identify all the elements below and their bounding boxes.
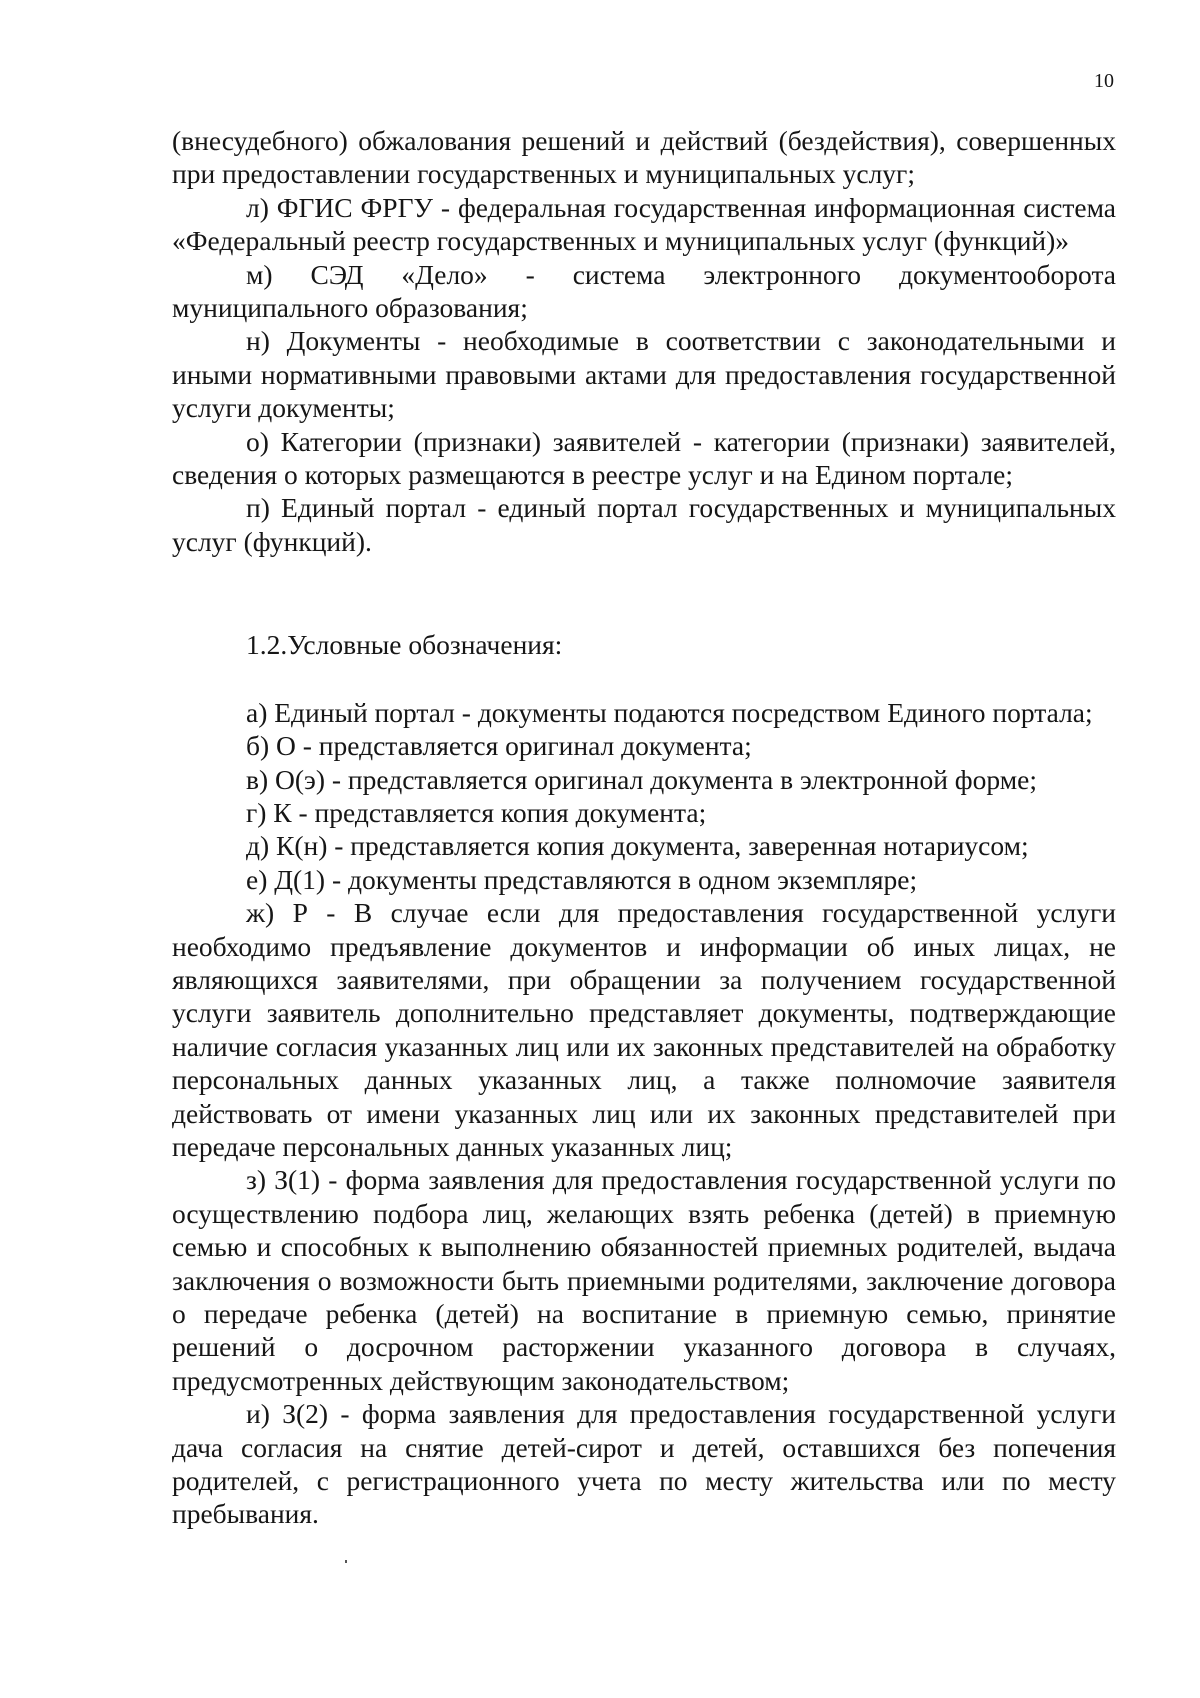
paragraph-documents: н) Документы - необходимые в соответствии с законодательными и иными нормативными правовыми актами для предоставления государственной услуги документы; [172,325,1116,424]
document-body [172,124,1116,1531]
scan-speck [345,1560,347,1563]
paragraph-sed-delo: м) СЭД «Дело» - система электронного документооборота муниципального образования; [172,258,1116,324]
paragraph-fgis-frgu: л) ФГИС ФРГУ - федеральная государственная информационная система «Федеральный реестр государственных и муниципальных услуг (функций)» [172,191,1116,257]
legend-item-third-party-consent: ж) Р - В случае если для предоставления государственной услуги необходимо предъявление документов и информации об иных лицах, не являющихся заявителями, при обращении за получением государственной услуги заявитель дополнительно представляет документы, подтверждающие наличие согласия указанных лиц или их законных представителей на обработку персональных данных указанных лиц, а также полномочие заявителя действовать от имени указанных лиц или их законных представителей при передаче персональных данных указанных лиц; [172,897,1116,1162]
paragraph-single-portal: п) Единый портал - единый портал государственных и муниципальных услуг (функций). [172,492,1116,557]
spacer [172,662,1116,696]
page-number: 10 [1094,70,1114,92]
legend-item-single-copy: е) Д(1) - документы представляются в одном экземпляре; [246,863,918,895]
legend-item-copy: г) К - представляется копия документа; [246,796,707,828]
legend-item-form-1: з) З(1) - форма заявления для предоставления государственной услуги по осуществлению подбора лиц, желающих взять ребенка (детей) в приемную семью и способных к выполнению обязанностей приемных родителей, выдача заключения о возможности быть приемными родителями, заключение договора о передаче ребенка (детей) на воспитание в приемную семью, принятие решений о досрочном расторжении указанного договора в случаях, предусмотренных действующим законодательством; [172,1164,1116,1396]
section-heading: 1.2.Условные обозначения: [246,629,563,661]
legend-item-electronic-original: в) О(э) - представляется оригинал документа в электронной форме; [246,763,1037,795]
legend-item-form-2: и) З(2) - форма заявления для предоставления государственной услуги дача согласия на снятие детей-сирот и детей, оставшихся без попечения родителей, с регистрационного учета по месту жительства или по месту пребывания. [172,1398,1116,1530]
legend-item-notarized-copy: д) К(н) - представляется копия документа, заверенная нотариусом; [246,830,1029,862]
spacer [172,558,1116,628]
legend-item-single-portal: а) Единый портал - документы подаются посредством Единого портала; [246,696,1093,728]
paragraph-appeal-continuation: (внесудебного) обжалования решений и действий (бездействия), совершенных при предоставлении государственных и муниципальных услуг; [172,125,1116,190]
paragraph-applicant-categories: о) Категории (признаки) заявителей - категории (признаки) заявителей, сведения о которых размещаются в реестре услуг и на Едином портале; [172,425,1116,491]
legend-item-original: б) О - представляется оригинал документа; [246,730,752,762]
